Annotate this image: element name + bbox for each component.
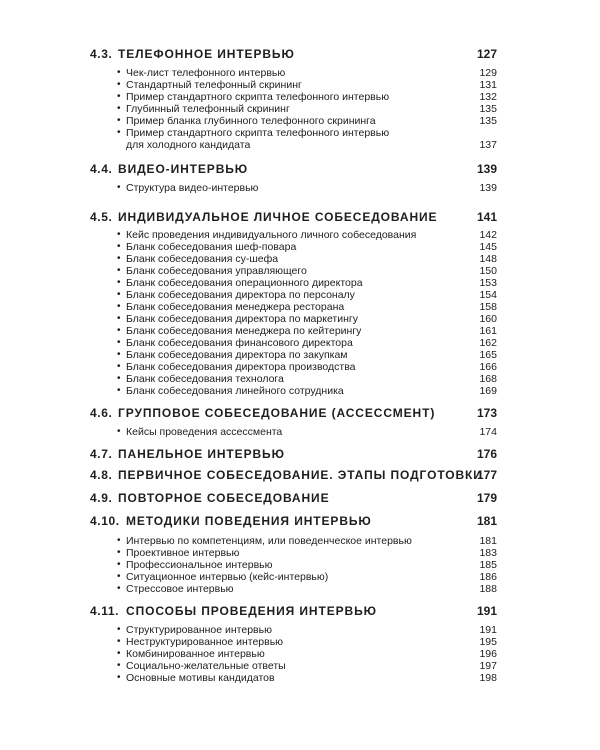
toc-section: [0, 604, 600, 624]
bullet-icon: •: [117, 103, 121, 114]
section-number: 4.8.: [90, 468, 113, 482]
entry-text: Проективное интервью: [126, 547, 240, 559]
entry-text: Чек-лист телефонного интервью: [126, 67, 286, 79]
toc-entry: [0, 559, 600, 571]
entry-page-number: 139: [479, 182, 497, 194]
entry-text: Неструктурированное интервью: [126, 636, 284, 648]
entry-text: Бланк собеседования директора производства: [126, 361, 356, 373]
section-page-number: 139: [476, 162, 497, 176]
section-title: ПОВТОРНОЕ СОБЕСЕДОВАНИЕ: [118, 491, 330, 505]
entry-page-number: 168: [479, 373, 497, 385]
entry-text: Стрессовое интервью: [126, 583, 234, 595]
section-number: 4.7.: [90, 447, 113, 461]
bullet-icon: •: [117, 535, 121, 546]
bullet-icon: •: [117, 277, 121, 288]
entry-text: Бланк собеседования менеджера ресторана: [126, 301, 345, 313]
section-page-number: 176: [476, 447, 497, 461]
entry-text: Ситуационное интервью (кейс-интервью): [126, 571, 329, 583]
entry-page-number: 188: [479, 583, 497, 595]
bullet-icon: •: [117, 241, 121, 252]
toc-entry: [0, 624, 600, 636]
entry-text: Бланк собеседования директора по персоналу: [126, 289, 355, 301]
toc-entry: [0, 660, 600, 672]
section-number: 4.11.: [90, 604, 120, 618]
bullet-icon: •: [117, 571, 121, 582]
bullet-icon: •: [117, 115, 121, 126]
entry-page-number: 137: [479, 139, 497, 151]
toc-entry: [0, 277, 600, 289]
bullet-icon: •: [117, 547, 121, 558]
bullet-icon: •: [117, 361, 121, 372]
toc-entry: [0, 265, 600, 277]
bullet-icon: •: [117, 337, 121, 348]
bullet-icon: •: [117, 67, 121, 78]
toc-entry: [0, 115, 600, 127]
entry-page-number: 135: [479, 115, 497, 127]
bullet-icon: •: [117, 127, 121, 138]
bullet-icon: •: [117, 265, 121, 276]
bullet-icon: •: [117, 182, 121, 193]
section-number: 4.4.: [90, 162, 113, 176]
section-number: 4.10.: [90, 514, 120, 528]
toc-section: [0, 491, 600, 511]
toc-entry: [0, 289, 600, 301]
entry-text: Профессиональное интервью: [126, 559, 273, 571]
entry-page-number: 185: [479, 559, 497, 571]
section-title: ИНДИВИДУАЛЬНОЕ ЛИЧНОЕ СОБЕСЕДОВАНИЕ: [118, 210, 438, 224]
toc-entry: [0, 103, 600, 115]
section-number: 4.3.: [90, 47, 113, 61]
bullet-icon: •: [117, 624, 121, 635]
toc-section: [0, 162, 600, 182]
toc-entry: [0, 127, 600, 151]
entry-page-number: 142: [479, 229, 497, 241]
entry-page-number: 186: [479, 571, 497, 583]
toc-entry: [0, 241, 600, 253]
toc-entry: [0, 373, 600, 385]
toc-entry: [0, 636, 600, 648]
entry-text: Бланк собеседования су-шефа: [126, 253, 279, 265]
bullet-icon: •: [117, 229, 121, 240]
bullet-icon: •: [117, 660, 121, 671]
section-page-number: 127: [476, 47, 497, 61]
toc-entry: [0, 535, 600, 547]
section-title: СПОСОБЫ ПРОВЕДЕНИЯ ИНТЕРВЬЮ: [126, 604, 377, 618]
toc-entry: [0, 79, 600, 91]
entry-text: Бланк собеседования линейного сотрудника: [126, 385, 344, 397]
toc-section: [0, 406, 600, 426]
entry-page-number: 131: [479, 79, 497, 91]
entry-text: Кейсы проведения ассессмента: [126, 426, 283, 438]
bullet-icon: •: [117, 373, 121, 384]
section-page-number: 179: [476, 491, 497, 505]
entry-text: Бланк собеседования директора по закупкам: [126, 349, 348, 361]
bullet-icon: •: [117, 325, 121, 336]
section-title: ПАНЕЛЬНОЕ ИНТЕРВЬЮ: [118, 447, 285, 461]
toc-entry: [0, 229, 600, 241]
toc-entry: [0, 426, 600, 438]
toc-entry: [0, 349, 600, 361]
entry-page-number: 196: [479, 648, 497, 660]
entry-text: Интервью по компетенциям, или поведенческое интервью: [126, 535, 412, 547]
entry-page-number: 160: [479, 313, 497, 325]
bullet-icon: •: [117, 426, 121, 437]
bullet-icon: •: [117, 91, 121, 102]
entry-page-number: 181: [479, 535, 497, 547]
entry-text: Социально-желательные ответы: [126, 660, 286, 672]
entry-text: Бланк собеседования менеджера по кейтерингу: [126, 325, 362, 337]
entry-text: Бланк собеседования шеф-повара: [126, 241, 297, 253]
entry-page-number: 183: [479, 547, 497, 559]
toc-section: [0, 468, 600, 488]
section-page-number: 173: [476, 406, 497, 420]
toc-entry: [0, 385, 600, 397]
toc-entry: [0, 182, 600, 194]
section-page-number: 177: [476, 468, 497, 482]
toc-entry: [0, 67, 600, 79]
entry-page-number: 174: [479, 426, 497, 438]
entry-page-number: 153: [479, 277, 497, 289]
entry-page-number: 129: [479, 67, 497, 79]
toc-entry: [0, 253, 600, 265]
bullet-icon: •: [117, 648, 121, 659]
entry-page-number: 132: [479, 91, 497, 103]
section-title: ГРУППОВОЕ СОБЕСЕДОВАНИЕ (АССЕССМЕНТ): [118, 406, 436, 420]
toc-section: [0, 447, 600, 467]
entry-text: Пример стандартного скрипта телефонного интервью: [126, 91, 390, 103]
entry-text: Кейс проведения индивидуального личного собеседования: [126, 229, 417, 241]
entry-page-number: 165: [479, 349, 497, 361]
entry-page-number: 197: [479, 660, 497, 672]
entry-text: Бланк собеседования операционного директора: [126, 277, 363, 289]
section-number: 4.6.: [90, 406, 113, 420]
entry-text: Бланк собеседования управляющего: [126, 265, 307, 277]
section-title: ТЕЛЕФОННОЕ ИНТЕРВЬЮ: [118, 47, 295, 61]
entry-page-number: 158: [479, 301, 497, 313]
toc-entry: [0, 313, 600, 325]
section-page-number: 181: [476, 514, 497, 528]
toc-section: [0, 47, 600, 67]
entry-text: Основные мотивы кандидатов: [126, 672, 275, 684]
toc-entry: [0, 325, 600, 337]
entry-text: Пример бланка глубинного телефонного скрининга: [126, 115, 376, 127]
entry-text: Пример стандартного скрипта телефонного интервью для холодного кандидата: [126, 127, 390, 151]
bullet-icon: •: [117, 349, 121, 360]
bullet-icon: •: [117, 289, 121, 300]
section-title: ВИДЕО-ИНТЕРВЬЮ: [118, 162, 249, 176]
entry-text: Бланк собеседования финансового директора: [126, 337, 353, 349]
toc-entry: [0, 648, 600, 660]
toc-entry: [0, 361, 600, 373]
bullet-icon: •: [117, 636, 121, 647]
entry-text: Комбинированное интервью: [126, 648, 265, 660]
toc-entry: [0, 672, 600, 684]
entry-page-number: 150: [479, 265, 497, 277]
toc-entry: [0, 337, 600, 349]
toc-section: [0, 210, 600, 230]
entry-text: Структурированное интервью: [126, 624, 272, 636]
section-title: МЕТОДИКИ ПОВЕДЕНИЯ ИНТЕРВЬЮ: [126, 514, 372, 528]
entry-text: Структура видео-интервью: [126, 182, 259, 194]
entry-page-number: 169: [479, 385, 497, 397]
section-number: 4.9.: [90, 491, 113, 505]
bullet-icon: •: [117, 253, 121, 264]
entry-text: Глубинный телефонный скрининг: [126, 103, 290, 115]
section-page-number: 141: [476, 210, 497, 224]
bullet-icon: •: [117, 313, 121, 324]
entry-page-number: 161: [479, 325, 497, 337]
bullet-icon: •: [117, 79, 121, 90]
toc-entry: [0, 547, 600, 559]
entry-page-number: 195: [479, 636, 497, 648]
entry-text: Бланк собеседования директора по маркетингу: [126, 313, 358, 325]
entry-text: Бланк собеседования технолога: [126, 373, 284, 385]
entry-page-number: 145: [479, 241, 497, 253]
entry-page-number: 166: [479, 361, 497, 373]
toc-entry: [0, 583, 600, 595]
entry-page-number: 148: [479, 253, 497, 265]
bullet-icon: •: [117, 559, 121, 570]
section-number: 4.5.: [90, 210, 113, 224]
entry-text: Стандартный телефонный скрининг: [126, 79, 302, 91]
bullet-icon: •: [117, 672, 121, 683]
toc-entry: [0, 91, 600, 103]
bullet-icon: •: [117, 583, 121, 594]
entry-page-number: 135: [479, 103, 497, 115]
toc-entry: [0, 301, 600, 313]
toc-section: [0, 514, 600, 534]
toc-entry: [0, 571, 600, 583]
entry-page-number: 191: [479, 624, 497, 636]
entry-page-number: 162: [479, 337, 497, 349]
section-page-number: 191: [476, 604, 497, 618]
entry-page-number: 198: [479, 672, 497, 684]
section-title: ПЕРВИЧНОЕ СОБЕСЕДОВАНИЕ. ЭТАПЫ ПОДГОТОВКИ: [118, 468, 483, 482]
bullet-icon: •: [117, 385, 121, 396]
entry-page-number: 154: [479, 289, 497, 301]
bullet-icon: •: [117, 301, 121, 312]
